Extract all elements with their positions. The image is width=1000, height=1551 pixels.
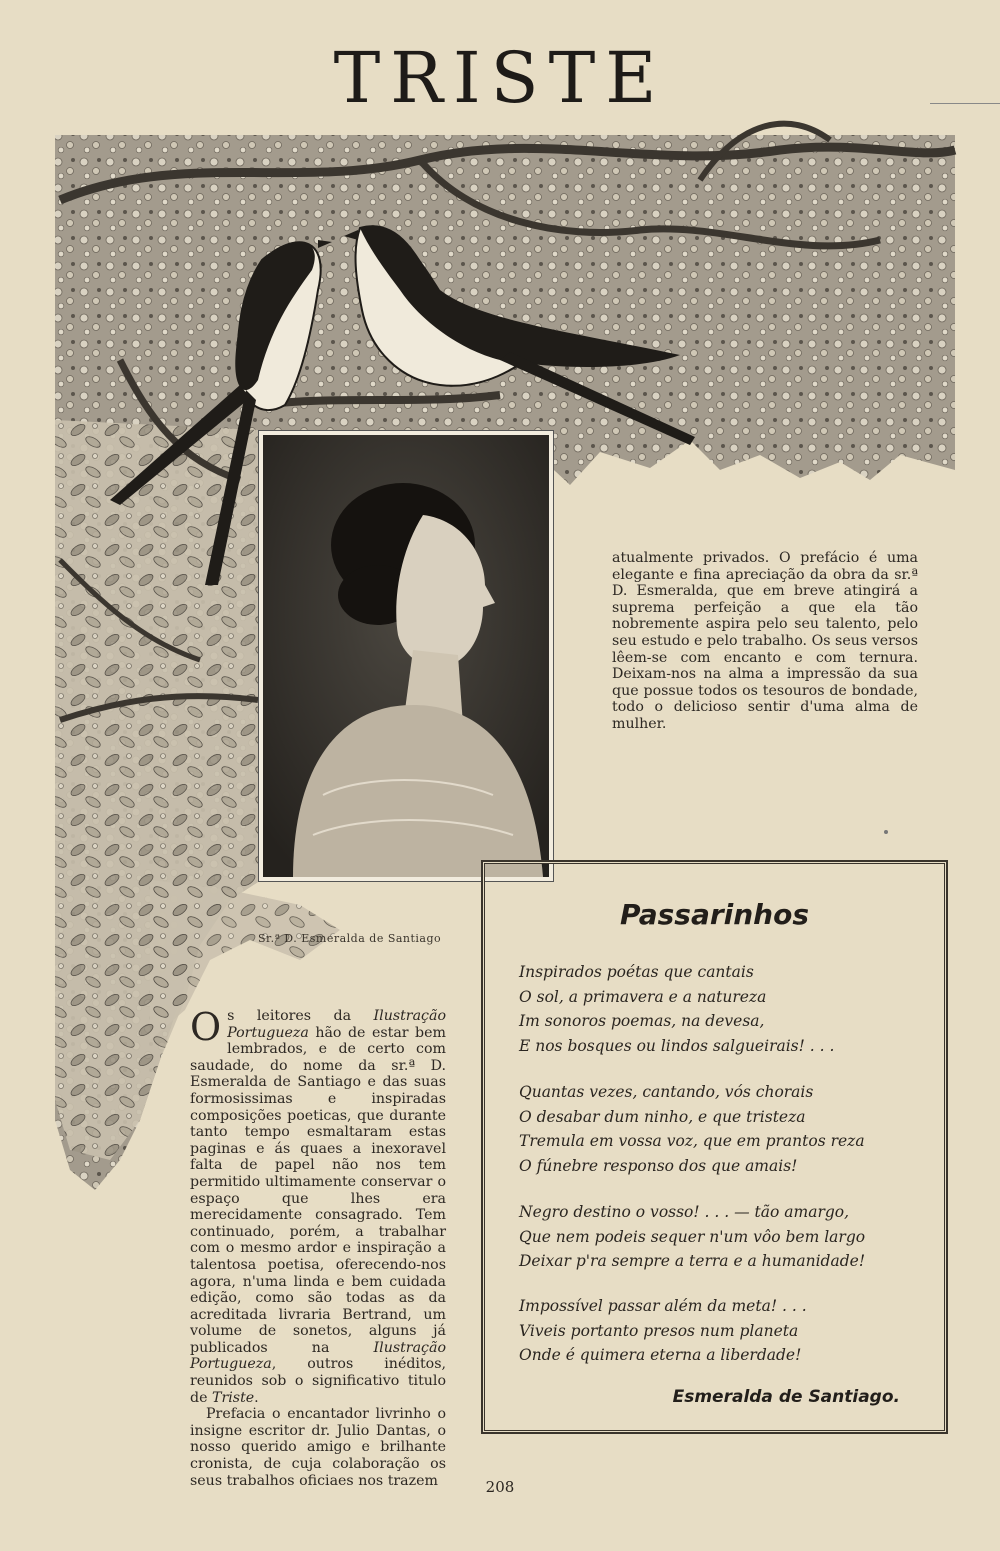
poem-stanza-2	[519, 1080, 939, 1179]
page-number: 208	[485, 1478, 515, 1496]
poem-verse: Tremula em vossa voz, que em prantos reza	[519, 1132, 865, 1151]
article-right-column: atualmente privados. O prefácio é uma elegante e fina apreciação da obra da sr.ª D. Esmeralda, que em breve atingirá a suprema perfeição a que ela tão nobremente aspira pelo seu talento, pelo seu estudo e pelo trabalho. Os seus versos lêem-se com encanto e com ternura. Deixam-nos na alma a impressão da sua que possue todos os tesouros de bondade, todo o delicioso sentir d'uma alma de mulher.	[612, 550, 918, 732]
poem-verse: O sol, a primavera e a natureza	[519, 987, 767, 1006]
poem-stanza-4	[519, 1294, 939, 1368]
poem-verse: Que nem podeis sequer n'um vôo bem largo	[519, 1227, 866, 1246]
poem-verse: Quantas vezes, cantando, vós chorais	[519, 1083, 814, 1101]
publication-name: Ilustração Portugueza	[190, 1339, 446, 1373]
poem-stanza-3	[519, 1200, 939, 1274]
poem-box	[481, 860, 948, 1434]
article-text: s leitores da	[227, 1008, 374, 1024]
portrait-caption: Sr.ª D. Esmeralda de Santiago	[258, 932, 442, 945]
article-left-column	[190, 1005, 446, 1489]
poem-verse: Onde é quimera eterna a liberdade!	[519, 1346, 802, 1365]
poem-verse: O desabar dum ninho, e que tristeza	[519, 1107, 806, 1126]
poem-stanza-1	[519, 960, 939, 1059]
poem-verse: Negro destino o vosso! . . . — tão amargo,	[519, 1203, 850, 1221]
article-text: , outros inéditos, reunidos sob o significativo titulo de	[190, 1356, 446, 1406]
poem-signature: Esmeralda de Santiago.	[672, 1387, 900, 1407]
portrait-photo	[263, 435, 549, 877]
poem-verse: Viveis portanto presos num planeta	[519, 1321, 799, 1340]
drop-cap: O	[190, 1005, 222, 1049]
poem-title: Passarinhos	[619, 898, 810, 931]
poem-verse: E nos bosques ou lindos salgueirais! . . .	[519, 1037, 835, 1056]
poem-verse: Im sonoros poemas, na devesa,	[519, 1012, 765, 1031]
poem-verse: O fúnebre responso dos que amais!	[519, 1157, 798, 1176]
poem-verse: Impossível passar além da meta! . . .	[519, 1297, 807, 1315]
book-title: Triste	[212, 1389, 255, 1406]
publication-name: Ilustração Portugueza	[227, 1008, 446, 1041]
print-speck	[884, 830, 888, 834]
article-text: hão de estar bem lembrados, e de certo com saudade, do nome da sr.ª D. Esmeralda de Santiago e das suas formosissimas e inspiradas composições poeticas, que durante tanto tempo esmaltaram estas paginas e ás quaes a inexoravel falta de papel não nos tem permitido ultimamente conservar o espaço que lhes era merecidamente consagrado. Tem continuado, porém, a trabalhar com o mesmo ardor e inspiração a talentosa poetisa, oferecendo-nos agora, n'uma linda e bem cuidada edição, como são todas as da acreditada livraria Bertrand, um volume de sonetos, alguns já publicados na	[190, 1024, 446, 1356]
poem-verse: Deixar p'ra sempre a terra e a humanidade!	[519, 1252, 866, 1271]
article-paragraph-2: Prefacia o encantador livrinho o insigne escritor dr. Julio Dantas, o nosso querido amigo e brilhante cronista, de cuja colaboração os seus trabalhos oficiaes nos trazem	[190, 1406, 446, 1489]
poem-verse: Inspirados poétas que cantais	[519, 963, 754, 981]
portrait-photo-frame	[258, 430, 554, 882]
page-title: TRISTE	[333, 37, 667, 119]
article-text: .	[254, 1389, 259, 1406]
